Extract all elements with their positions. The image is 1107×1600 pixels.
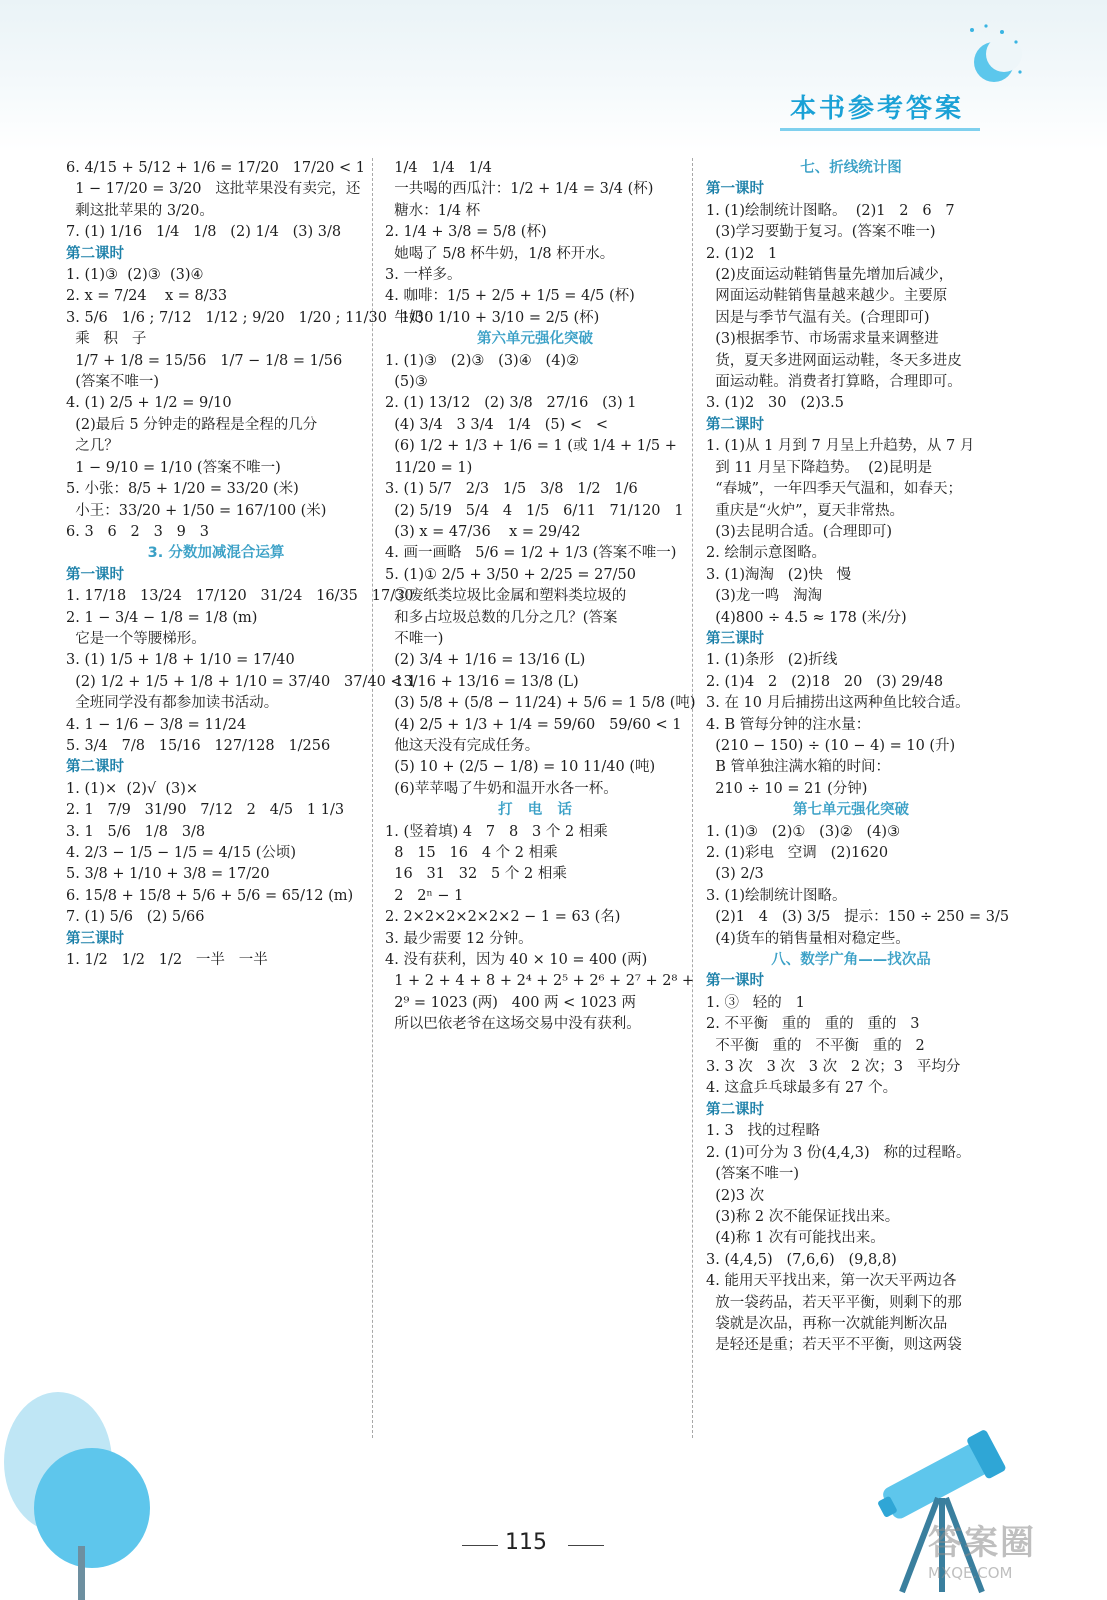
lesson-heading: 第三课时: [706, 630, 764, 647]
answer-line: 1. (1)× (2)√ (3)×: [66, 780, 199, 797]
lesson-heading: 第一课时: [706, 181, 764, 198]
answer-line: 11/20 = 1): [385, 459, 473, 476]
answer-line: 1. (1)③ (2)③ (3)④ (4)②: [385, 352, 580, 369]
tree-decoration: [0, 1370, 160, 1600]
lesson-heading: 第一课时: [706, 973, 764, 990]
answer-line: (3)称 2 次不能保证找出来。: [706, 1208, 900, 1225]
watermark-url: MXQE.COM: [928, 1564, 1013, 1582]
answer-line: 他这天没有完成任务。: [385, 737, 540, 754]
answer-line: 1 + 2 + 4 + 8 + 2⁴ + 2⁵ + 2⁶ + 2⁷ + 2⁸ +: [385, 973, 695, 990]
answer-line: (3)学习要勤于复习。(答案不唯一): [706, 224, 936, 241]
answer-line: 1 − 9/10 = 1/10 (答案不唯一): [66, 459, 281, 476]
answer-column-middle: [385, 158, 696, 1036]
answer-line: 3. 最少需要 12 分钟。: [385, 930, 533, 947]
answer-line: 3. (1)2 30 (2)3.5: [706, 395, 844, 412]
answer-line: (答案不唯一): [66, 374, 160, 391]
answer-line: 7. (1) 5/6 (2) 5/66: [66, 909, 205, 926]
answer-line: (4) 3/4 3 3/4 1/4 (5) < <: [385, 416, 608, 433]
answer-line: 1/7 + 1/8 = 15/56 1/7 − 1/8 = 1/56: [66, 352, 343, 369]
answer-line: (3)根据季节、市场需求量来调整进: [706, 331, 939, 348]
answer-line: (4) 2/5 + 1/3 + 1/4 = 59/60 59/60 < 1: [385, 716, 682, 733]
watermark-text: 答案圈: [928, 1523, 1036, 1563]
answer-line: 4. 咖啡：1/5 + 2/5 + 1/5 = 4/5 (杯): [385, 288, 635, 305]
answer-line: 210 ÷ 10 = 21 (分钟): [706, 780, 868, 797]
answer-line: (5) 10 + (2/5 − 1/8) = 10 11/40 (吨): [385, 759, 656, 776]
answer-line: 她喝了 5/8 杯牛奶，1/8 杯开水。: [385, 245, 615, 262]
answer-line: 1. (1)绘制统计图略。 (2)1 2 6 7: [706, 202, 955, 219]
answer-line: 4. 2/3 − 1/5 − 1/5 = 4/15 (公顷): [66, 845, 297, 861]
answer-line: 2. (1) 13/12 (2) 3/8 27/16 (3) 1: [385, 395, 637, 412]
page-number-dash: [462, 1545, 498, 1546]
answer-line: (3) x = 47/36 x = 29/42: [385, 523, 581, 540]
answer-line: (答案不唯一): [706, 1166, 800, 1183]
answer-line: 16 31 32 5 个 2 相乘: [385, 866, 567, 883]
answer-line: 1. 3 找的过程略: [706, 1123, 820, 1140]
answer-line: ②废纸类垃圾比金属和塑料类垃圾的: [385, 588, 627, 605]
answer-line: 1. (1)③ (2)① (3)② (4)③: [706, 823, 901, 840]
answer-line: 1. (竖着填) 4 7 8 3 个 2 相乘: [385, 823, 608, 840]
answer-line: 8 15 16 4 个 2 相乘: [385, 845, 558, 861]
answer-line: 5. 小张：8/5 + 1/20 = 33/20 (米): [66, 481, 299, 498]
answer-line: 4. 能用天平找出来，第一次天平两边各: [706, 1273, 957, 1290]
answer-line: 4. 1 − 1/6 − 3/8 = 11/24: [66, 716, 247, 733]
answer-line: 5. (1)① 2/5 + 3/50 + 2/25 = 27/50: [385, 566, 636, 583]
answer-line: 3. 一样多。: [385, 267, 462, 284]
answer-line: 之几？: [66, 438, 119, 455]
answer-line: 网面运动鞋销售量越来越少。主要原: [706, 288, 948, 305]
answer-line: 4. (1) 2/5 + 1/2 = 9/10: [66, 395, 232, 412]
answer-line: 小王：33/20 + 1/50 = 167/100 (米): [66, 502, 327, 519]
answer-line: (5)③: [385, 374, 428, 391]
answer-line: 2. (1)可分为 3 份(4,4,3) 称的过程略。: [706, 1144, 971, 1161]
answer-line: 牛奶：1/10 + 3/10 = 2/5 (杯): [385, 309, 600, 326]
answer-line: 2. 绘制示意图略。: [706, 545, 826, 562]
answer-line: 2. (1)2 1: [706, 245, 778, 262]
answer-line: 2. 2×2×2×2×2×2 − 1 = 63 (名): [385, 909, 621, 926]
answer-line: 1. (1)从 1 月到 7 月呈上升趋势，从 7 月: [706, 438, 975, 455]
answer-line: (4)称 1 次有可能找出来。: [706, 1230, 885, 1247]
answer-line: 糖水：1/4 杯: [385, 202, 481, 219]
page-number: 115: [505, 1530, 547, 1555]
answer-line: 2. 1 7/9 31/90 7/12 2 4/5 1 1/3: [66, 802, 345, 819]
answer-line: 3. (1)绘制统计图略。: [706, 887, 847, 904]
column-divider: [372, 158, 373, 1438]
answer-line: 3. (4,4,5) (7,6,6) (9,8,8): [706, 1251, 897, 1268]
answer-line: 6. 4/15 + 5/12 + 1/6 = 17/20 17/20 < 1: [66, 160, 365, 176]
answer-line: 乘 积 子: [66, 331, 147, 348]
answer-line: (3) 5/8 + (5/8 − 11/24) + 5/6 = 1 5/8 (吨): [385, 695, 696, 712]
page-title: 本书参考答案: [790, 94, 965, 124]
column-divider: [692, 158, 693, 1438]
answer-line: 2⁹ = 1023 (两) 400 两 < 1023 两: [385, 994, 636, 1011]
answer-line: (2)1 4 (3) 3/5 提示：150 ÷ 250 = 3/5: [706, 909, 1010, 926]
answer-line: (4)货车的销售量相对稳定些。: [706, 930, 910, 947]
answer-line: 3. 3 次 3 次 3 次 2 次；3 平均分: [706, 1059, 961, 1076]
watermark-logo: [928, 1515, 1098, 1595]
answer-line: 4. 画一画略 5/6 = 1/2 + 1/3 (答案不唯一): [385, 545, 677, 562]
answer-line: 货，夏天多进网面运动鞋，冬天多进皮: [706, 352, 962, 369]
moon-icon: [958, 20, 1028, 90]
title-underline: [780, 128, 980, 131]
answer-line: 1 − 17/20 = 3/20 这批苹果没有卖完，还: [66, 181, 361, 198]
answer-line: 到 11 月呈下降趋势。 (2)昆明是: [706, 459, 933, 476]
answer-line: 7. (1) 1/16 1/4 1/8 (2) 1/4 (3) 3/8: [66, 224, 342, 241]
answer-line: (2) 3/4 + 1/16 = 13/16 (L): [385, 652, 586, 669]
answer-line: 1. (1)条形 (2)折线: [706, 652, 838, 669]
answer-line: 1. ③ 轻的 1: [706, 994, 805, 1011]
answer-line: “春城”，一年四季天气温和，如春天；: [706, 481, 963, 498]
answer-line: 它是一个等腰梯形。: [66, 630, 206, 647]
answer-line: 1. 17/18 13/24 17/120 31/24 16/35 17/30: [66, 588, 414, 605]
answer-line: 5. 3/8 + 1/10 + 3/8 = 17/20: [66, 866, 270, 883]
answer-line: (2)皮面运动鞋销售量先增加后减少，: [706, 267, 954, 284]
answer-line: 4. 没有获利，因为 40 × 10 = 400 (两): [385, 952, 648, 969]
answer-line: 1. 1/2 1/2 1/2 一半 一半: [66, 952, 268, 969]
answer-line: 13/16 + 13/16 = 13/8 (L): [385, 673, 579, 690]
section-heading: 第七单元强化突破: [793, 802, 909, 819]
lesson-heading: 第一课时: [66, 566, 124, 583]
answer-line: 是轻还是重；若天平不平衡，则这两袋: [706, 1337, 962, 1354]
section-heading: 打 电 话: [498, 802, 572, 819]
lesson-heading: 第二课时: [66, 245, 124, 262]
answer-line: (3)龙一鸣 淘淘: [706, 588, 823, 605]
answer-line: 3. (1)淘淘 (2)快 慢: [706, 566, 852, 583]
answer-line: 因是与季节气温有关。(合理即可): [706, 309, 930, 326]
lesson-heading: 第二课时: [706, 416, 764, 433]
answer-line: 2 2ⁿ − 1: [385, 887, 464, 904]
answer-line: 2. (1)彩电 空调 (2)1620: [706, 845, 889, 861]
answer-line: 4. B 管每分钟的注水量：: [706, 716, 871, 733]
answer-line: 2. x = 7/24 x = 8/33: [66, 288, 228, 305]
answer-line: 2. 1/4 + 3/8 = 5/8 (杯): [385, 224, 547, 241]
answer-line: (210 − 150) ÷ (10 − 4) = 10 (升): [706, 737, 956, 754]
answer-line: 3. 1 5/6 1/8 3/8: [66, 823, 206, 840]
answer-line: 2. 1 − 3/4 − 1/8 = 1/8 (m): [66, 609, 258, 626]
answer-line: 和多占垃圾总数的几分之几？(答案: [385, 609, 618, 626]
answer-line: (2)最后 5 分钟走的路程是全程的几分: [66, 416, 318, 433]
answer-line: 不平衡 重的 不平衡 重的 2: [706, 1037, 925, 1054]
page-number-dash: [568, 1545, 604, 1546]
answer-line: 6. 3 6 2 3 9 3: [66, 523, 209, 540]
answer-line: 所以巴依老爷在这场交易中没有获利。: [385, 1016, 641, 1033]
answer-line: 3. (1) 5/7 2/3 1/5 3/8 1/2 1/6: [385, 481, 638, 498]
answer-line: (4)800 ÷ 4.5 ≈ 178 (米/分): [706, 609, 907, 626]
answer-line: 2. (1)4 2 (2)18 20 (3) 29/48: [706, 673, 944, 690]
answer-line: 重庆是“火炉”，夏天非常热。: [706, 502, 905, 519]
answer-line: 3. 5/6 1/6 ; 7/12 1/12 ; 9/20 1/20 ; 11/30 1/30: [66, 309, 434, 326]
answer-line: (2)3 次: [706, 1187, 765, 1204]
answer-line: 一共喝的西瓜汁：1/2 + 1/4 = 3/4 (杯): [385, 181, 654, 198]
answer-line: 6. 15/8 + 15/8 + 5/6 + 5/6 = 65/12 (m): [66, 887, 354, 904]
answer-line: 全班同学没有都参加读书活动。: [66, 695, 279, 712]
answer-line: B 管单独注满水箱的时间：: [706, 759, 890, 776]
answer-line: 剩这批苹果的 3/20。: [66, 202, 214, 219]
lesson-heading: 第二课时: [706, 1101, 764, 1118]
answer-line: (6) 1/2 + 1/3 + 1/6 = 1 (或 1/4 + 1/5 +: [385, 438, 677, 455]
answer-line: 3. (1) 1/5 + 1/8 + 1/10 = 17/40: [66, 652, 295, 669]
answer-column-right: [706, 158, 1010, 1357]
answer-line: (2) 1/2 + 1/5 + 1/8 + 1/10 = 37/40 37/40 < 1: [66, 673, 417, 690]
answer-line: 3. 在 10 月后捕捞出这两种鱼比较合适。: [706, 695, 970, 712]
answer-line: 袋就是次品，再称一次就能判断次品: [706, 1315, 948, 1332]
section-heading: 第六单元强化突破: [477, 331, 593, 348]
lesson-heading: 第三课时: [66, 930, 124, 947]
answer-line: 1/4 1/4 1/4: [385, 160, 492, 176]
section-heading: 3. 分数加减混合运算: [147, 545, 285, 562]
answer-line: (6)苹苹喝了牛奶和温开水各一杯。: [385, 780, 618, 797]
section-heading: 八、数学广角——找次品: [771, 952, 931, 969]
answer-line: (3) 2/3: [706, 866, 764, 883]
section-heading: 七、折线统计图: [800, 160, 902, 176]
answer-line: (2) 5/19 5/4 4 1/5 6/11 71/120 1: [385, 502, 684, 519]
answer-line: 4. 这盒乒乓球最多有 27 个。: [706, 1080, 898, 1097]
answer-line: 2. 不平衡 重的 重的 重的 3: [706, 1016, 920, 1033]
answer-line: 不唯一): [385, 630, 444, 647]
answer-line: 放一袋药品，若天平平衡，则剩下的那: [706, 1294, 962, 1311]
answer-line: 面运动鞋。消费者打算略，合理即可。: [706, 374, 962, 391]
answer-line: 1. (1)③ (2)③ (3)④: [66, 267, 204, 284]
lesson-heading: 第二课时: [66, 759, 124, 776]
answer-line: 5. 3/4 7/8 15/16 127/128 1/256: [66, 737, 331, 754]
answer-line: (3)去昆明合适。(合理即可): [706, 523, 893, 540]
